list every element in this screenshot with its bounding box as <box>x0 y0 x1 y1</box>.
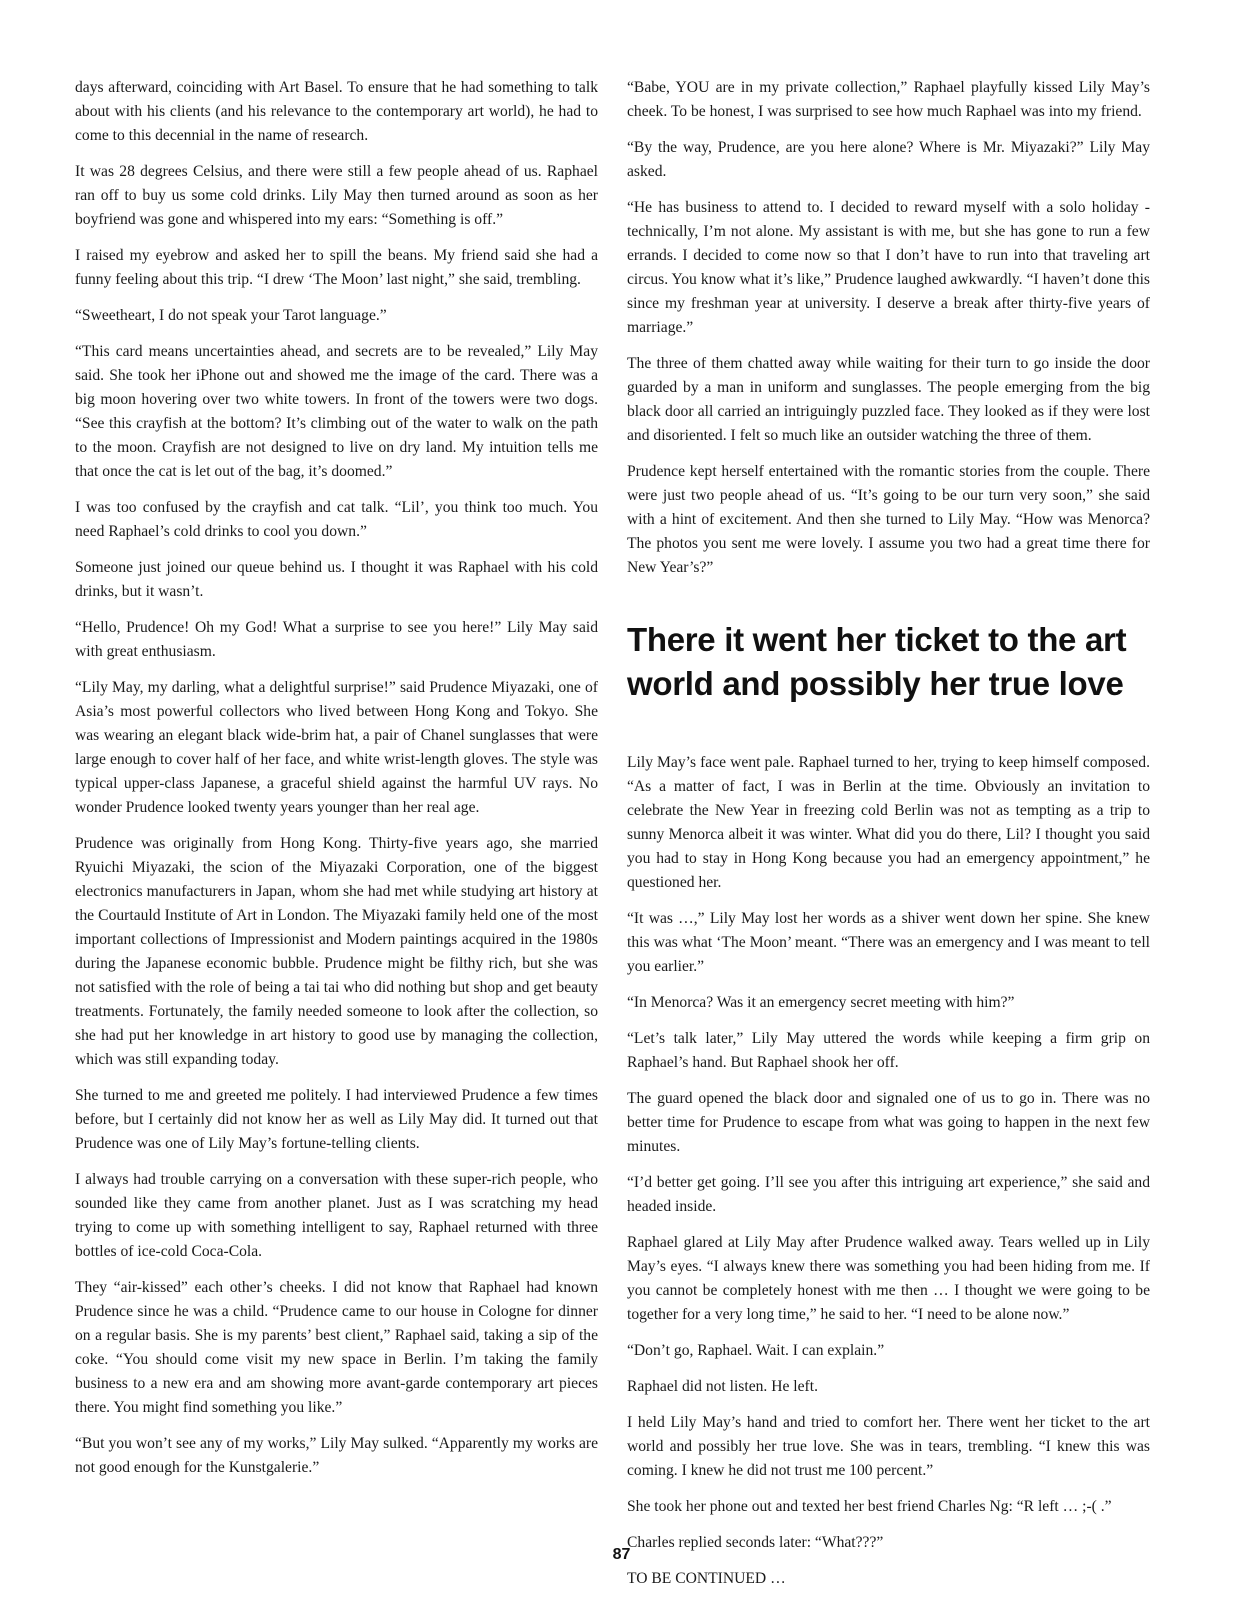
paragraph: Prudence kept herself entertained with the romantic stories from the couple. There were just two people ahead of us. “It’s going to be our turn very soon,” she said with a hint of excitement. And then she turned to Lily May. “How was Menorca? The photos you sent me were lovely. I assume you two had a great time there for New Year’s?” <box>627 463 1150 576</box>
paragraph: It was 28 degrees Celsius, and there were still a few people ahead of us. Raphael ran off to buy us some cold drinks. Lily May then turned around as soon as her boyfriend was gone and whispered into my ears: “Something is off.” <box>75 163 598 228</box>
paragraph: Raphael glared at Lily May after Prudence walked away. Tears welled up in Lily May’s eyes. “I always knew there was something you had been hiding from me. If you cannot be completely honest with me then … I thought we were going to be together for a very long time,” he said to her. “I need to be alone now.” <box>627 1234 1150 1323</box>
paragraph: I raised my eyebrow and asked her to spill the beans. My friend said she had a funny feeling about this trip. “I drew ‘The Moon’ last night,” she said, trembling. <box>75 247 598 288</box>
paragraph: Prudence was originally from Hong Kong. Thirty-five years ago, she married Ryuichi Miyazaki, the scion of the Miyazaki Corporation, one of the biggest electronics manufacturers in Japan, whom she had met while studying art history at the Courtauld Institute of Art in London. The Miyazaki family held one of the most important collections of Impressionist and Modern paintings acquired in the 1980s during the Japanese economic bubble. Prudence might be filthy rich, but she was not satisfied with the role of being a tai tai who did nothing but shop and get beauty treatments. Fortunately, the family needed someone to look after the collection, so she had put her knowledge in art history to good use by managing the collection, which was still expanding today. <box>75 835 598 1068</box>
paragraph: Raphael did not listen. He left. <box>627 1378 818 1395</box>
paragraph: I was too confused by the crayfish and cat talk. “Lil’, you think too much. You need Raphael’s cold drinks to cool you down.” <box>75 499 598 540</box>
closing-line: TO BE CONTINUED … <box>627 1570 786 1587</box>
page-number: 87 <box>612 1546 631 1563</box>
paragraph: Charles replied seconds later: “What???” <box>627 1534 884 1551</box>
paragraph: The three of them chatted away while waiting for their turn to go inside the door guarded by a man in uniform and sunglasses. The people emerging from the big black door all carried an intriguingly puzzled face. They looked as if they were lost and disoriented. I felt so much like an outsider watching the three of them. <box>627 355 1150 444</box>
right-column <box>627 76 1150 1603</box>
paragraph: “In Menorca? Was it an emergency secret meeting with him?” <box>627 994 1015 1011</box>
paragraph: “By the way, Prudence, are you here alone? Where is Mr. Miyazaki?” Lily May asked. <box>627 139 1150 180</box>
paragraph: “But you won’t see any of my works,” Lily May sulked. “Apparently my works are not good enough for the Kunstgalerie.” <box>75 1435 598 1476</box>
paragraph: “Babe, YOU are in my private collection,” Raphael playfully kissed Lily May’s cheek. To be honest, I was surprised to see how much Raphael was into my friend. <box>627 79 1150 120</box>
paragraph: “This card means uncertainties ahead, and secrets are to be revealed,” Lily May said. She took her iPhone out and showed me the image of the card. There was a big moon hovering over two white towers. In front of the towers were two dogs. “See this crayfish at the bottom? It’s climbing out of the water to walk on the path to the moon. Crayfish are not designed to live on dry land. My intuition tells me that once the cat is let out of the bag, it’s doomed.” <box>75 343 598 480</box>
paragraph: I always had trouble carrying on a conversation with these super-rich people, who sounded like they came from another planet. Just as I was scratching my head trying to come up with something intelligent to say, Raphael returned with three bottles of ice-cold Coca-Cola. <box>75 1171 598 1260</box>
paragraph: “It was …,” Lily May lost her words as a shiver went down her spine. She knew this was what ‘The Moon’ meant. “There was an emergency and I was meant to tell you earlier.” <box>627 910 1150 975</box>
paragraph: “Let’s talk later,” Lily May uttered the words while keeping a firm grip on Raphael’s hand. But Raphael shook her off. <box>627 1030 1150 1071</box>
paragraph: The guard opened the black door and signaled one of us to go in. There was no better time for Prudence to escape from what was going to happen in the next few minutes. <box>627 1090 1150 1155</box>
paragraph: “Don’t go, Raphael. Wait. I can explain.” <box>627 1342 885 1359</box>
paragraph: days afterward, coinciding with Art Basel. To ensure that he had something to talk about with his clients (and his relevance to the contemporary art world), he had to come to this decennial in the name of research. <box>75 79 598 144</box>
paragraph: “He has business to attend to. I decided to reward myself with a solo holiday - technically, I’m not alone. My assistant is with me, but she has gone to run a few errands. I decided to come now so that I don’t have to run into that traveling art circus. You know what it’s like,” Prudence laughed awkwardly. “I haven’t done this since my freshman year at university. I deserve a break after thirty-five years of marriage.” <box>627 199 1150 336</box>
paragraph: “I’d better get going. I’ll see you after this intriguing art experience,” she said and headed inside. <box>627 1174 1150 1215</box>
paragraph: “Lily May, my darling, what a delightful surprise!” said Prudence Miyazaki, one of Asia’s most powerful collectors who lived between Hong Kong and Tokyo. She was wearing an elegant black wide-brim hat, a pair of Chanel sunglasses that were large enough to cover half of her face, and white wrist-length gloves. The style was typical upper-class Japanese, a graceful shield against the harmful UV rays. No wonder Prudence looked twenty years younger than her real age. <box>75 679 598 816</box>
paragraph: “Hello, Prudence! Oh my God! What a surprise to see you here!” Lily May said with great enthusiasm. <box>75 619 598 660</box>
left-column <box>75 76 598 1492</box>
paragraph: She turned to me and greeted me politely. I had interviewed Prudence a few times before, but I certainly did not know her as well as Lily May did. It turned out that Prudence was one of Lily May’s fortune-telling clients. <box>75 1087 598 1152</box>
paragraph: They “air-kissed” each other’s cheeks. I did not know that Raphael had known Prudence since he was a child. “Prudence came to our house in Cologne for dinner on a regular basis. She is my parents’ best client,” Raphael said, taking a sip of the coke. “You should come visit my new space in Berlin. I’m taking the family business to a new era and am showing more avant-garde contemporary art pieces there. You might find something you like.” <box>75 1279 598 1416</box>
paragraph: She took her phone out and texted her best friend Charles Ng: “R left … ;-( .” <box>627 1498 1112 1515</box>
section-heading: There it went her ticket to the art world and possibly her true love <box>627 621 1127 702</box>
paragraph: I held Lily May’s hand and tried to comfort her. There went her ticket to the art world and possibly her true love. She was in tears, trembling. “I knew this was coming. I knew he did not trust me 100 percent.” <box>627 1414 1150 1479</box>
paragraph: Lily May’s face went pale. Raphael turned to her, trying to keep himself composed. “As a matter of fact, I was in Berlin at the time. Obviously an invitation to celebrate the New Year in freezing cold Berlin was not as tempting as a trip to sunny Menorca albeit it was winter. What did you do there, Lil? I thought you said you had to stay in Hong Kong because you had an emergency appointment,” he questioned her. <box>627 754 1150 891</box>
paragraph: Someone just joined our queue behind us. I thought it was Raphael with his cold drinks, but it wasn’t. <box>75 559 598 600</box>
paragraph: “Sweetheart, I do not speak your Tarot language.” <box>75 307 387 324</box>
